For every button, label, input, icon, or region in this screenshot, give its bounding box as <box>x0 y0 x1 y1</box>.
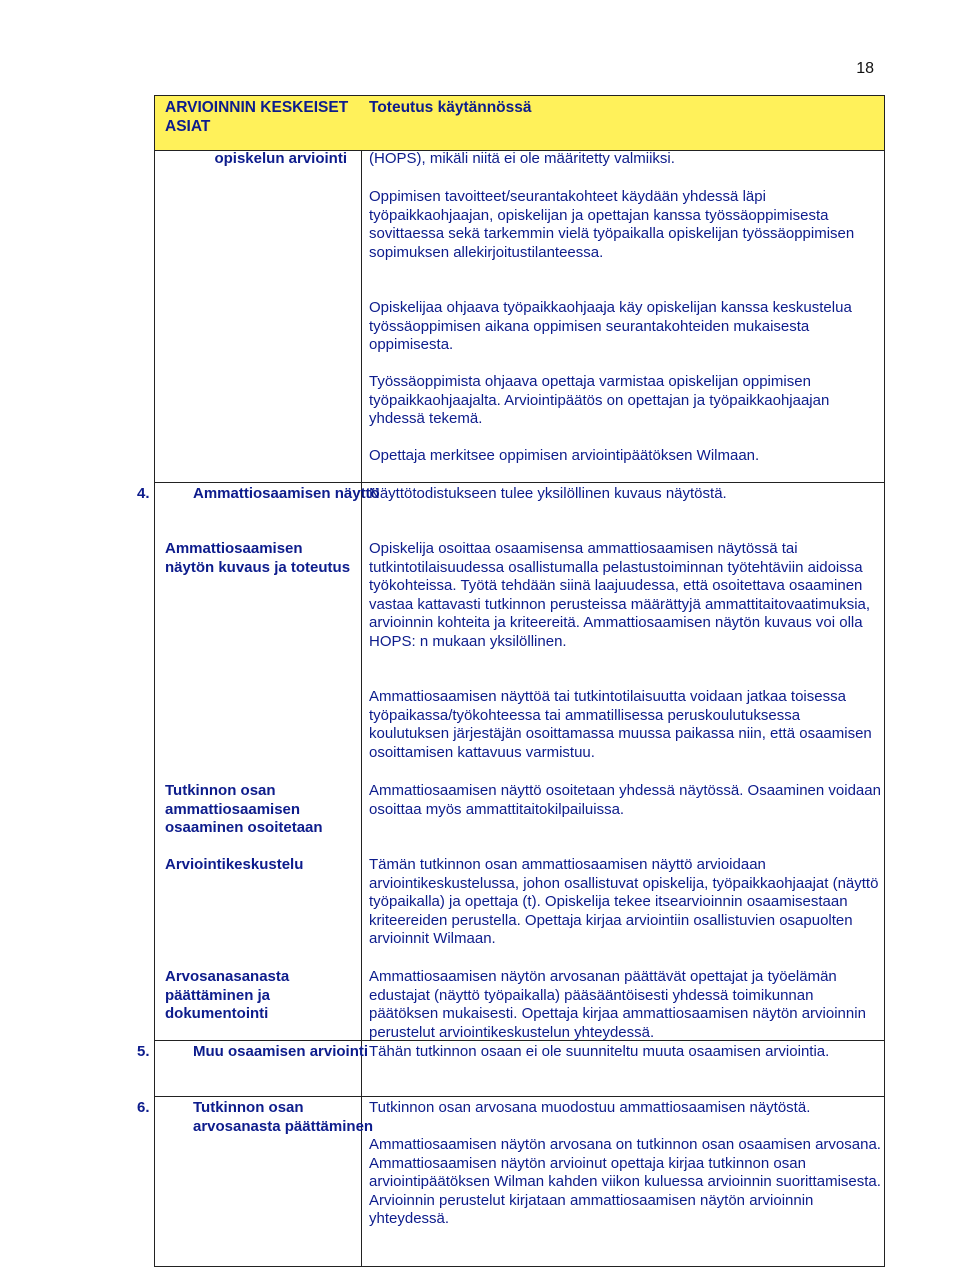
paragraph: Opiskelijaa ohjaava työpaikkaohjaaja käy opiskelijan kanssa keskustelua työssäoppimisen aikana oppimisen seurantakohteiden mukaisesta oppimisesta. <box>369 299 852 353</box>
section-title: Ammattiosaamisen näyttö <box>193 485 380 502</box>
label-section-6 <box>137 1099 383 1136</box>
assessment-table <box>137 95 885 1267</box>
assessment-discussion-text: Tämän tutkinnon osan ammattiosaamisen näyttö arvioidaan arviointikeskustelussa, johon osallistuvat opiskelija, työpaikkaohjaajat (näyttö työpaikalla) ja opettaja (t). Opiskelija tekee itsearvioinnin osaamisestaan kriteereiden perustella. Opettaja kirjaa arviointiin osallistuvien osapuolten arvioinnit Wilmaan. <box>369 856 879 947</box>
paragraph: Työssäoppimista ohjaava opettaja varmistaa opiskelijan oppimisen työpaikkaohjaajalta. Arviointipäätös on opettajan ja työpaikkaohjaajan yhdessä tekemä. <box>369 373 830 427</box>
section-4-text: Näyttötodistukseen tulee yksilöllinen kuvaus näytöstä. <box>369 485 727 502</box>
paragraph: (HOPS), mikäli niitä ei ole määritetty valmiiksi. <box>369 150 675 167</box>
page-number: 18 <box>856 60 874 77</box>
paragraph: Tutkinnon osan arvosana muodostuu ammattiosaamisen näytöstä. <box>369 1099 811 1116</box>
row-divider <box>155 1096 884 1097</box>
section-title: Muu osaamisen arviointi <box>193 1043 369 1060</box>
demonstrated-how-text: Ammattiosaamisen näyttö osoitetaan yhdessä näytössä. Osaaminen voidaan osoittaa myös ammattitaitokilpailuissa. <box>369 782 881 818</box>
label-grade-decision: Arvosanasanasta päättäminen ja dokumentointi <box>165 968 290 1022</box>
section-number: 4. <box>137 485 150 502</box>
label-section-4 <box>137 485 383 504</box>
header-implementation: Toteutus käytännössä <box>369 99 532 116</box>
row-divider <box>155 482 884 483</box>
section-title: Tutkinnon osan arvosanasta päättäminen <box>193 1099 374 1135</box>
paragraph: Ammattiosaamisen näyttöä tai tutkintotilaisuutta voidaan jatkaa toisessa työpaikassa/työkohteessa tai ammatillisessa peruskoulutuksessa koulutuksen järjestäjän osoittamassa muussa paikassa niin, että osaamisen osoittamisen kattavuus varmistuu. <box>369 688 872 761</box>
paragraph: Ammattiosaamisen näytön arvosana on tutkinnon osan osaamisen arvosana. Ammattiosaamisen näytön arvioinut opettaja kirjaa tutkinnon osan arviointipäätöksen Wilman kahden viikon kuluessa arvioinnin suorittamisesta. Arvioinnin perustelut kirjataan ammattiosaamisen näytön arvioinnin yhteydessä. <box>369 1136 881 1227</box>
student-assessment-text-2 <box>369 188 881 262</box>
student-assessment-text-4 <box>369 373 881 429</box>
student-assessment-text <box>369 150 881 169</box>
section-number: 6. <box>137 1099 150 1116</box>
header-key-points: ARVIOINNIN KESKEISET ASIAT <box>165 99 349 135</box>
label-student-assessment: opiskelun arviointi <box>214 150 347 167</box>
label-section-5 <box>137 1043 383 1062</box>
label-assessment-discussion: Arviointikeskustelu <box>165 856 304 873</box>
section-6-text <box>369 1099 881 1118</box>
section-number: 5. <box>137 1043 150 1060</box>
grade-decision-text: Ammattiosaamisen näytön arvosanan päättävät opettajat ja työelämän edustajat (näyttö työpaikalla) pääsääntöisesti yhdessä toimikunnan päätöksen mukaisesti. Opettaja kirjaa ammattiosaamisen näytön arvioinnin perustelut arviointikeskustelun yhteydessä. <box>369 968 866 1041</box>
label-demo-description: Ammattiosaamisen näytön kuvaus ja toteutus <box>165 540 351 576</box>
demo-description-text <box>369 540 881 651</box>
row-divider <box>155 1040 884 1041</box>
student-assessment-text-3 <box>369 299 881 355</box>
paragraph: Opettaja merkitsee oppimisen arviointipäätöksen Wilmaan. <box>369 447 760 464</box>
table-header <box>155 96 884 151</box>
demo-description-text-2 <box>369 688 881 762</box>
section-6-text-2 <box>369 1136 881 1229</box>
student-assessment-text-5 <box>369 447 881 466</box>
paragraph: Oppimisen tavoitteet/seurantakohteet käydään yhdessä läpi työpaikkaohjaajan, opiskelijan ja opettajan kanssa työssäoppimisesta sovittaessa sekä tarkemmin vielä työpaikalla opiskelijan työssäoppimisen sopimuksen allekirjoitustilanteessa. <box>369 188 855 261</box>
label-demonstrated-how: Tutkinnon osan ammattiosaamisen osaaminen osoitetaan <box>165 782 323 836</box>
section-5-text: Tähän tutkinnon osaan ei ole suunniteltu muuta osaamisen arviointia. <box>369 1043 830 1060</box>
column-divider <box>361 96 362 1266</box>
paragraph: Opiskelija osoittaa osaamisensa ammattiosaamisen näytössä tai tutkintotilaisuudessa osallistumalla pelastustoiminnan työtehtäviin aidoissa työkohteissa. Työtä tehdään siinä laajuudessa, että osoitettava osaaminen vastaa kattavasti tutkinnon perusteissa määrättyjä ammattitaitovaatimuksia, arvioinnin kohteita ja kriteereitä. Ammattiosaamisen näytön kuvaus voi olla HOPS: n mukaan yksilöllinen. <box>369 540 871 650</box>
